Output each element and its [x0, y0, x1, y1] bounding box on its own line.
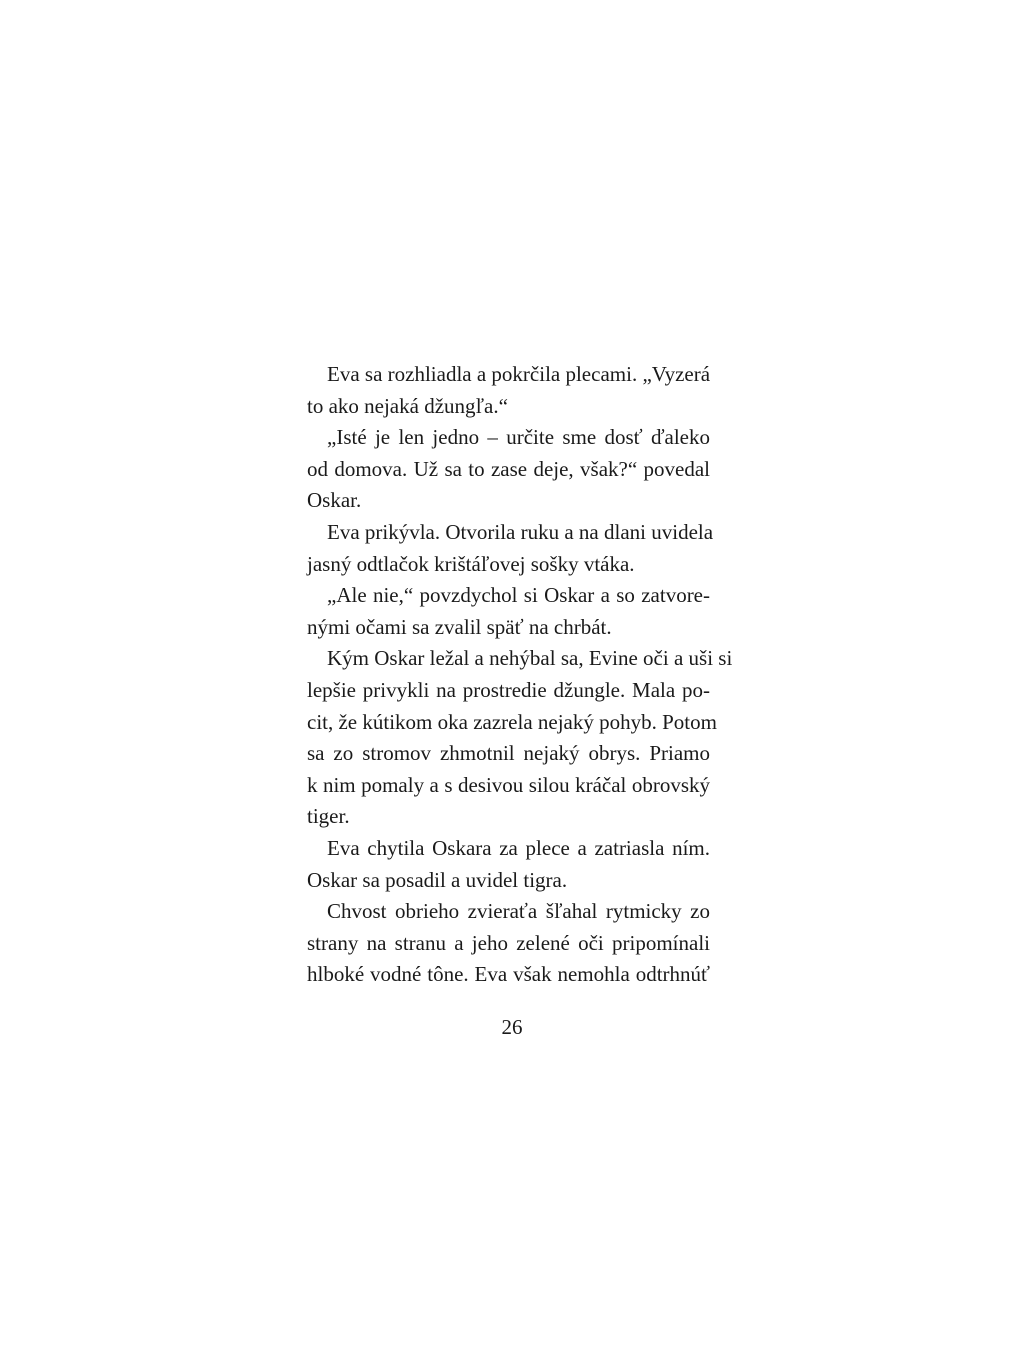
text-line: Oskar.	[307, 488, 362, 513]
paragraph	[307, 833, 710, 896]
text-line: Kým Oskar ležal a nehýbal sa, Evine oči a uši si	[327, 646, 733, 671]
page-number: 26	[501, 1015, 523, 1039]
text-line: hlboké vodné tône. Eva však nemohla odtrhnúť	[307, 962, 710, 987]
text-line: cit, že kútikom oka zazrela nejaký pohyb. Potom	[307, 709, 717, 734]
text-line: od domova. Už sa to zase deje, však?“ povedal	[307, 456, 710, 481]
text-line: Eva prikývla. Otvorila ruku a na dlani uvidela	[327, 519, 714, 544]
paragraph	[307, 422, 710, 517]
text-line: lepšie privykli na prostredie džungle. Mala po-	[307, 677, 710, 702]
text-line: sa zo stromov zhmotnil nejaký obrys. Priamo	[307, 741, 710, 766]
text-line: k nim pomaly a s desivou silou kráčal obrovský	[307, 772, 710, 797]
text-line: „Ale nie,“ povzdychol si Oskar a so zatvore-	[327, 583, 710, 608]
text-line: Oskar sa posadil a uvidel tigra.	[307, 867, 568, 892]
paragraph	[307, 643, 733, 833]
text-line: „Isté je len jedno – určite sme dosť ďaleko	[327, 425, 710, 450]
paragraph	[307, 896, 710, 991]
paragraph	[307, 580, 710, 643]
text-line: Eva chytila Oskara za plece a zatriasla ním.	[327, 835, 710, 860]
text-line: tiger.	[307, 804, 350, 829]
text-line: jasný odtlačok krištáľovej sošky vtáka.	[307, 551, 635, 576]
paragraph	[307, 517, 714, 580]
paragraph	[307, 359, 710, 422]
text-line: Chvost obrieho zvieraťa šľahal rytmicky zo	[327, 899, 710, 924]
text-line: nými očami sa zvalil späť na chrbát.	[307, 614, 612, 639]
text-line: to ako nejaká džungľa.“	[307, 393, 508, 418]
text-line: strany na stranu a jeho zelené oči pripomínali	[307, 930, 710, 955]
body-text	[307, 359, 733, 991]
text-line: Eva sa rozhliadla a pokrčila plecami. „Vyzerá	[327, 362, 711, 386]
